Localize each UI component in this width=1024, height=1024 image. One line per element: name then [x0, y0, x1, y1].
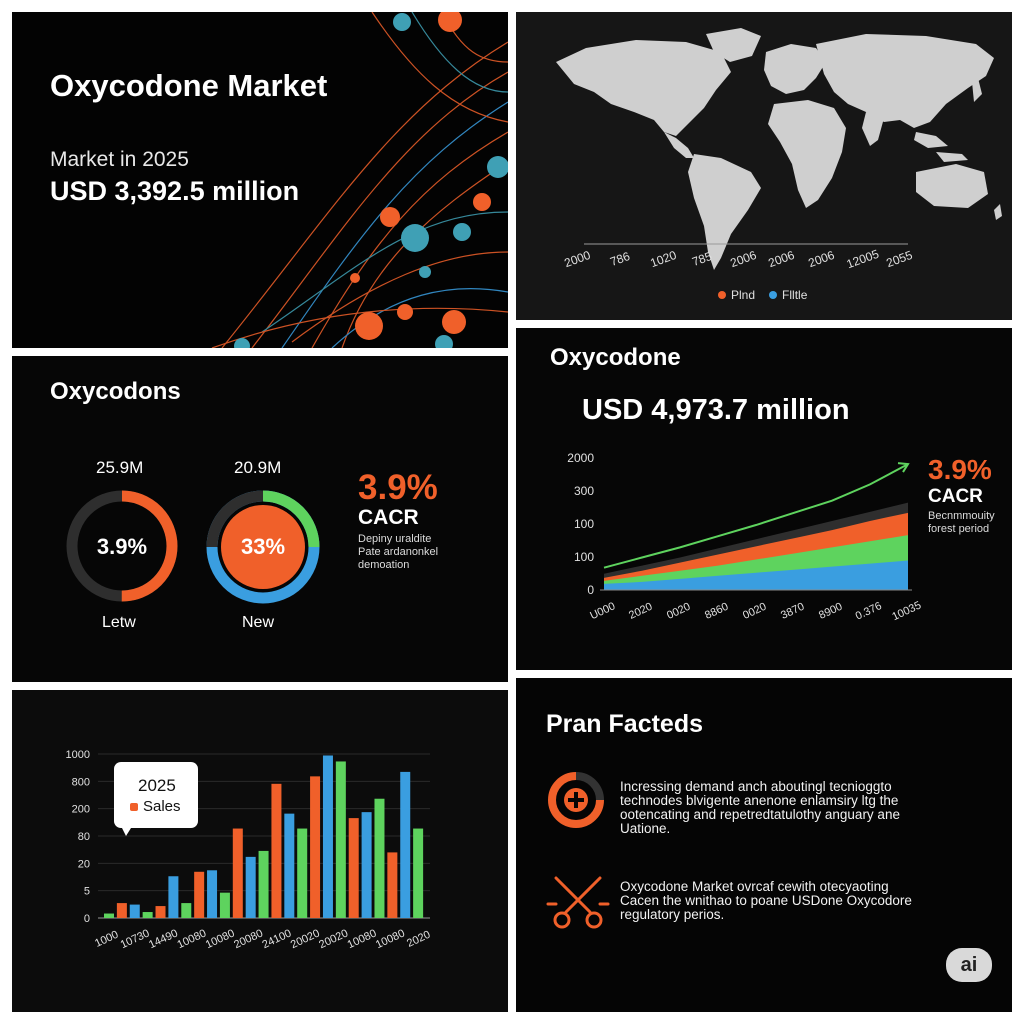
factor-line: Cacen the wnithao to poane USDone Oxycodore — [620, 893, 912, 908]
map-axis-label: 2006 — [728, 247, 759, 271]
bar — [400, 772, 410, 918]
bar — [362, 812, 372, 918]
donut2-top-label: 20.9M — [234, 458, 282, 477]
x-tick-label: 8860 — [703, 600, 731, 622]
panel-title: Oxycodons — [50, 378, 181, 405]
factor-line: Incressing demand anch aboutingl tecnioggto — [620, 779, 892, 794]
market-subtitle: Market in 2025 — [50, 148, 189, 171]
bar — [284, 814, 294, 918]
bar — [104, 914, 114, 918]
x-tick-label: 14490 — [147, 927, 180, 952]
market-overview-panel — [12, 12, 508, 348]
panel-title: Oxycodone — [550, 344, 681, 371]
factor-text — [620, 880, 912, 922]
y-tick-label: 200 — [71, 803, 90, 816]
bar — [297, 829, 307, 918]
legend-label: Flltle — [782, 288, 808, 302]
donut2-bottom-label: New — [242, 614, 275, 631]
callout-swatch — [130, 803, 138, 811]
cagr-desc-line: demoation — [358, 559, 410, 571]
x-tick-label: 24100 — [260, 927, 294, 952]
callout-pointer — [118, 820, 136, 836]
ai-badge[interactable]: ai — [946, 948, 992, 982]
legend-swatch-orange — [718, 291, 726, 299]
forecast-cagr-value: 3.9% — [928, 454, 992, 485]
x-tick-label: 0.376 — [853, 600, 884, 623]
x-tick-label: U000 — [588, 600, 618, 623]
cagr-desc-line: Depiny uraldite — [358, 533, 432, 545]
factors-panel — [516, 678, 1012, 1012]
donut1-top-label: 25.9M — [96, 458, 144, 477]
x-tick-label: 20020 — [288, 927, 322, 952]
y-tick-label: 5 — [83, 885, 90, 898]
callout-label: Sales — [143, 798, 181, 815]
chart-callout — [114, 762, 198, 828]
x-tick-label: 20020 — [317, 927, 351, 952]
bar — [310, 776, 320, 918]
bar — [349, 818, 359, 918]
x-tick-label: 1000 — [93, 928, 121, 950]
world-map-icon — [516, 12, 1012, 320]
bar — [168, 876, 178, 918]
cagr-desc-line: Pate ardanonkel — [358, 546, 439, 558]
callout-year: 2025 — [138, 776, 176, 795]
tools-icon — [546, 874, 610, 934]
bar — [233, 829, 243, 918]
bar — [181, 903, 191, 918]
bar-chart — [12, 690, 508, 1012]
forecast-value: USD 4,973.7 million — [582, 394, 850, 426]
y-tick-label: 300 — [573, 484, 594, 498]
factor-line: Uatione. — [620, 821, 671, 836]
forecast-panel — [516, 328, 1012, 670]
map-axis-label: 786 — [608, 248, 632, 270]
factor-line: ootencating and repetredtatulothy anguary ane — [620, 807, 900, 822]
bar — [194, 872, 204, 918]
y-tick-label: 20 — [77, 858, 90, 871]
bar — [336, 761, 346, 918]
y-tick-label: 100 — [573, 550, 594, 564]
plus-circle-icon — [546, 770, 606, 830]
y-tick-label: 800 — [71, 776, 90, 789]
legend-item — [718, 288, 755, 302]
forecast-desc-line: Becnmmouity — [928, 510, 995, 522]
x-tick-label: 10035 — [890, 599, 924, 624]
x-tick-label: 2020 — [405, 928, 433, 950]
map-axis-label: 2006 — [806, 247, 837, 271]
bar — [413, 829, 423, 918]
y-tick-label: 1000 — [65, 749, 90, 761]
factor-line: technodes blvigente anenone enlamsiry ltg the — [620, 793, 899, 808]
bar — [246, 857, 256, 918]
y-tick-label: 2000 — [567, 451, 594, 465]
bar — [130, 905, 140, 918]
y-tick-label: 0 — [83, 913, 90, 925]
bar — [220, 893, 230, 918]
bar — [374, 799, 384, 918]
world-map-panel — [516, 12, 1012, 320]
x-tick-label: 10080 — [175, 927, 209, 952]
x-tick-label: 0020 — [741, 600, 769, 622]
page-title: Oxycodone Market — [50, 68, 328, 103]
bar-chart-panel — [12, 690, 508, 1012]
y-tick-label: 80 — [77, 831, 90, 843]
bar — [117, 903, 127, 918]
x-tick-label: 3870 — [779, 600, 807, 622]
forecast-desc-line: forest period — [928, 523, 990, 535]
bar — [271, 784, 281, 918]
x-tick-label: 10080 — [373, 927, 407, 952]
map-axis-label: 2000 — [562, 247, 593, 271]
market-value: USD 3,392.5 million — [50, 176, 300, 206]
donut2-center-value: 33% — [240, 534, 286, 559]
cagr-description — [358, 533, 438, 572]
legend-swatch-blue — [769, 291, 777, 299]
x-tick-label: 20080 — [232, 927, 265, 952]
y-tick-label: 100 — [573, 517, 594, 531]
panel-title: Pran Facteds — [546, 710, 704, 738]
cagr-label: CACR — [358, 506, 419, 529]
x-tick-label: 10080 — [345, 927, 379, 952]
factor-line: regulatory perios. — [620, 907, 725, 922]
bar — [207, 870, 217, 918]
forecast-cagr-desc — [928, 510, 995, 536]
bar — [156, 906, 166, 918]
factor-line: Oxycodone Market ovrcaf cewith otecyaoting — [620, 879, 889, 894]
callout-series — [130, 798, 181, 815]
legend-item — [769, 288, 807, 302]
y-tick-label: 0 — [587, 583, 594, 597]
forecast-cagr-label: CACR — [928, 486, 983, 507]
map-axis-label: 1020 — [648, 247, 679, 271]
donut1-center-value: 3.9% — [96, 534, 148, 559]
bar — [143, 912, 153, 918]
map-axis-label: 2006 — [766, 247, 797, 271]
map-axis-label: 2055 — [884, 247, 915, 271]
bar — [259, 851, 269, 918]
bar — [387, 852, 397, 918]
cagr-value: 3.9% — [358, 468, 438, 507]
legend-label: Plnd — [731, 288, 756, 302]
x-tick-label: 8900 — [817, 600, 845, 622]
map-axis-label: 12005 — [844, 246, 881, 272]
x-tick-label: 10080 — [203, 927, 237, 952]
map-axis-label: 785 — [690, 248, 714, 270]
x-tick-label: 0020 — [665, 600, 693, 622]
map-legend — [718, 288, 807, 302]
donut1-bottom-label: Letw — [102, 614, 136, 631]
x-tick-label: 2020 — [627, 600, 655, 622]
bar — [323, 755, 333, 918]
donut-panel — [12, 356, 508, 682]
x-tick-label: 10730 — [118, 927, 152, 952]
factor-text — [620, 780, 900, 836]
